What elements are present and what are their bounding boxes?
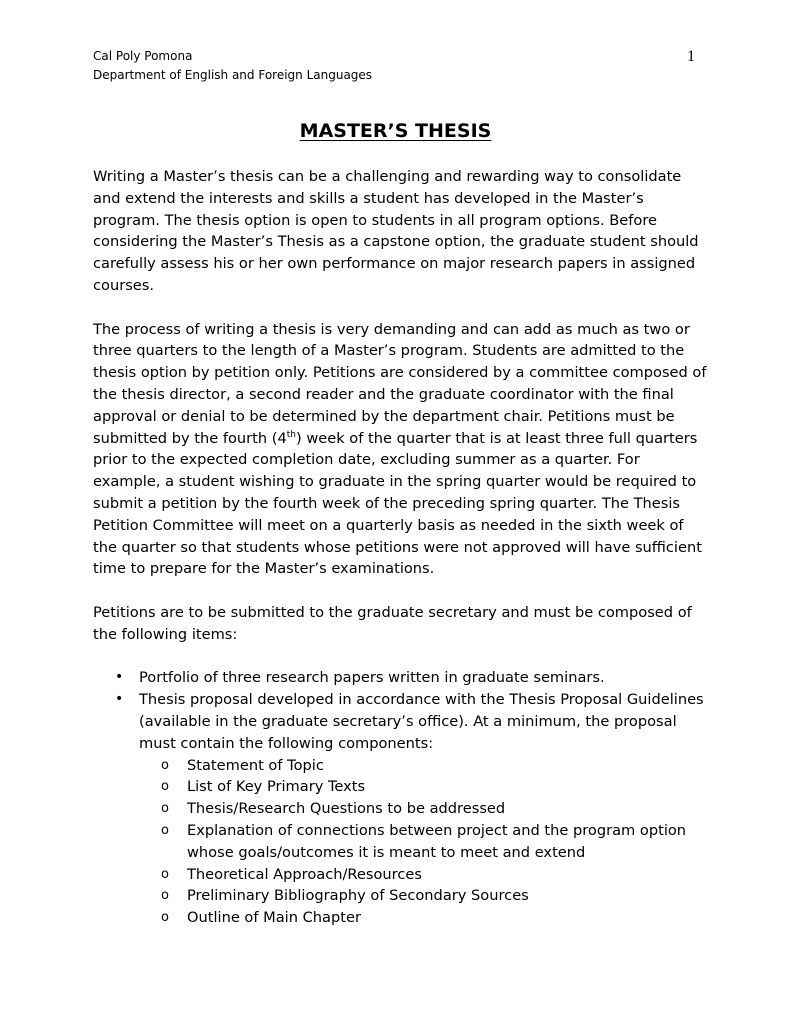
page-number: 1 <box>687 48 695 65</box>
process-text-end: ) week of the quarter that is at least three full quarters prior to the expected completion date, excluding summer as a quarter. For example, a student wishing to graduate in the spring quarter would be required to submit a petition by the fourth week of the preceding spring quarter. The Thesis Petition Committee will meet on a quarterly basis as needed in the sixth week of the quarter so that students whose petitions were not approved will have sufficient time to prepare for the Master’s examinations. <box>93 429 702 578</box>
list-item <box>93 667 707 689</box>
circle-bullet-icon: o <box>161 757 169 773</box>
circle-bullet-icon: o <box>161 822 169 838</box>
proposal-components-list <box>139 755 707 929</box>
process-paragraph <box>93 319 707 581</box>
circle-bullet-icon: o <box>161 801 169 817</box>
list-item <box>93 689 707 929</box>
ordinal-suffix: th <box>286 429 296 440</box>
circle-bullet-icon: o <box>161 888 169 904</box>
sub-list-item <box>139 820 707 864</box>
document-title: MASTER’S THESIS <box>299 120 492 142</box>
circle-bullet-icon: o <box>161 910 169 926</box>
sub-list-item-text: Theoretical Approach/Resources <box>187 865 422 883</box>
sub-list-item-text: Outline of Main Chapter <box>187 909 361 927</box>
sub-list-item-text: Thesis/Research Questions to be addressed <box>187 800 506 818</box>
sub-list-item-text: Preliminary Bibliography of Secondary Sources <box>187 887 529 905</box>
sub-list-item <box>139 798 707 820</box>
institution-name: Cal Poly Pomona <box>93 49 193 63</box>
process-text-start: The process of writing a thesis is very demanding and can add as much as two or three quarters to the length of a Master’s program. Students are admitted to the thesis option by petition only. Petitions are considered by a committee composed of the thesis director, a second reader and the graduate coordinator with the final approval or denial to be determined by the department chair. Petitions must be submitted by the fourth (4 <box>93 320 707 447</box>
bullet-icon: • <box>115 669 124 686</box>
circle-bullet-icon: o <box>161 779 169 795</box>
sub-list-item <box>139 864 707 886</box>
sub-list-item-text: Explanation of connections between project and the program option whose goals/outcomes it is meant to meet and extend <box>187 821 687 861</box>
petition-items-list <box>93 667 707 929</box>
sub-list-item <box>139 755 707 777</box>
sub-list-item-text: Statement of Topic <box>187 756 324 774</box>
department-name: Department of English and Foreign Languages <box>93 68 373 82</box>
sub-list-item <box>139 776 707 798</box>
sub-list-item <box>139 907 707 929</box>
page-header <box>93 47 372 85</box>
sub-list-item <box>139 885 707 907</box>
sub-list-item-text: List of Key Primary Texts <box>187 778 366 796</box>
bullet-icon: • <box>115 691 124 708</box>
petition-paragraph: Petitions are to be submitted to the graduate secretary and must be composed of the following items: <box>93 603 692 643</box>
circle-bullet-icon: o <box>161 866 169 882</box>
list-item-text: Thesis proposal developed in accordance with the Thesis Proposal Guidelines (available in the graduate secretary’s office). At a minimum, the proposal must contain the following components: <box>139 691 704 752</box>
list-item-text: Portfolio of three research papers written in graduate seminars. <box>139 669 605 687</box>
document-body <box>93 166 707 929</box>
intro-paragraph: Writing a Master’s thesis can be a challenging and rewarding way to consolidate and extend the interests and skills a student has developed in the Master’s program. The thesis option is open to students in all program options. Before considering the Master’s Thesis as a capstone option, the graduate student should carefully assess his or her own performance on major research papers in assigned courses. <box>93 168 699 294</box>
